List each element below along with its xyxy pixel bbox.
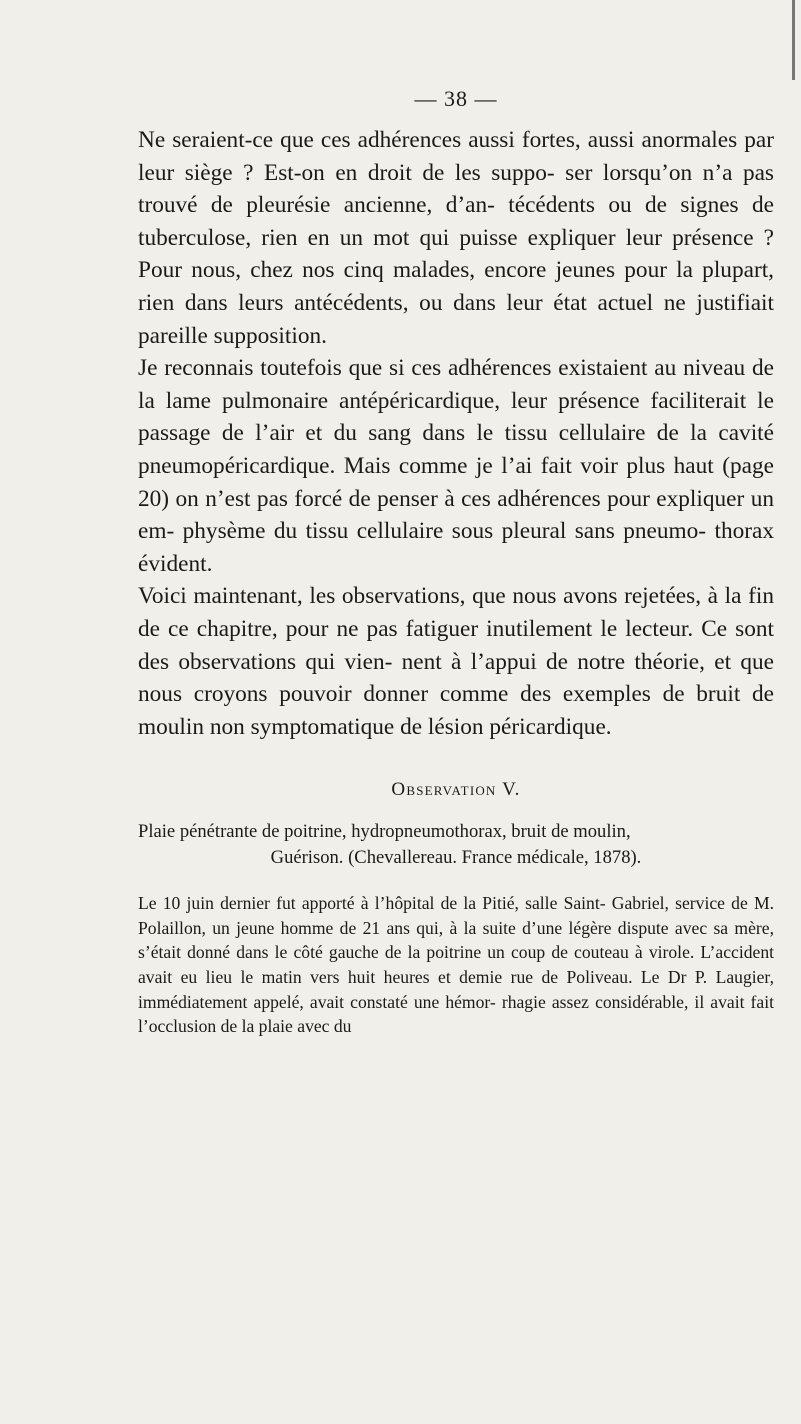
observation-heading: Observation V. (391, 779, 521, 801)
observation-summary-line-2: Guérison. (Chevallereau. France médicale, 1878). (270, 847, 642, 869)
main-text (138, 124, 774, 743)
observation-summary-line-1: Plaie pénétrante de poitrine, hydropneumothorax, bruit de moulin, (138, 821, 631, 843)
paragraph-1: Ne seraient-ce que ces adhérences aussi fortes, aussi anormales par leur siège ? Est-on en droit de les suppo- ser lorsqu’on n’a pas trouvé de pleurésie ancienne, d’an- técédents ou de signes de tuberculose, rien en un mot qui puisse expliquer leur présence ? Pour nous, chez nos cinq malades, encore jeunes pour la plupart, rien dans leurs antécédents, ou dans leur état actuel ne justifiait pareille supposition. (138, 127, 774, 349)
document-page (138, 86, 774, 1039)
paragraph-2: Je reconnais toutefois que si ces adhérences existaient au niveau de la lame pulmonaire antépéricardique, leur présence faciliterait le passage de l’air et du sang dans le tissu cellulaire de la cavité pneumopéricardique. Mais comme je l’ai fait voir plus haut (page 20) on n’est pas forcé de penser à ces adhérences pour expliquer un em- physème du tissu cellulaire sous pleural sans pneumo- thorax évident. (138, 355, 774, 577)
observation-text (138, 891, 774, 1039)
page-number (138, 86, 774, 112)
page-number-text: — 38 — (414, 86, 498, 111)
page-edge-mark (792, 0, 801, 80)
observation-paragraph: Le 10 juin dernier fut apporté à l’hôpital de la Pitié, salle Saint- Gabriel, service de M. Polaillon, un jeune homme de 21 ans qui, à la suite d’une légère dispute avec sa mère, s’était donné dans le côté gauche de la poitrine un coup de couteau à virole. L’accident avait eu lieu le matin vers huit heures et demie rue de Poliveau. Le Dr P. Laugier, immédiatement appelé, avait constaté une hémor- rhagie assez considérable, il avait fait l’occlusion de la plaie avec du (138, 893, 774, 1037)
paragraph-3: Voici maintenant, les observations, que nous avons rejetées, à la fin de ce chapitre, pour ne pas fatiguer inutilement le lecteur. Ce sont des observations qui vien- nent à l’appui de notre théorie, et que nous croyons pouvoir donner comme des exemples de bruit de moulin non symptomatique de lésion péricardique. (138, 583, 774, 740)
observation-summary (138, 819, 774, 871)
